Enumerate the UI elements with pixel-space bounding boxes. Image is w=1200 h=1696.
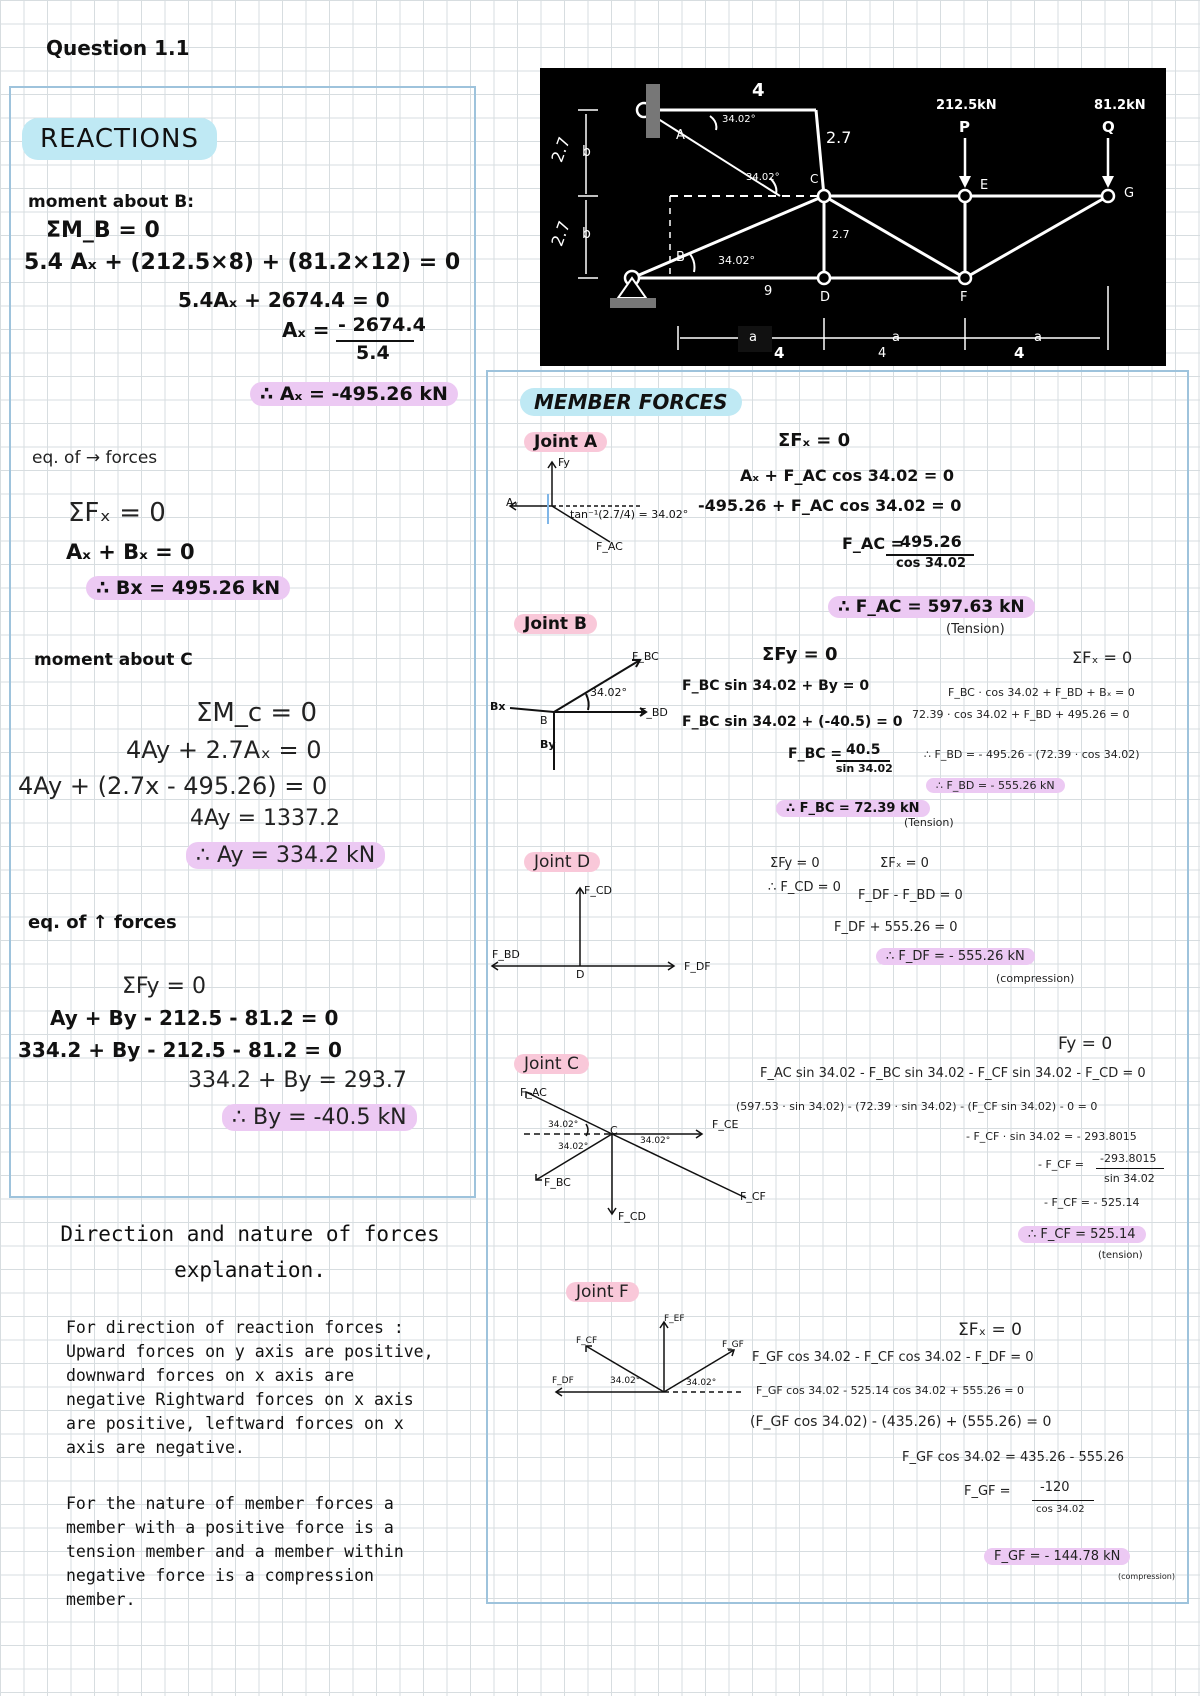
joint-f-nature: (compression) bbox=[1118, 1572, 1175, 1581]
joint-b-fy-1: F_BC sin 34.02 + By = 0 bbox=[682, 678, 870, 694]
joint-f-frac-num: -120 bbox=[1040, 1480, 1070, 1495]
mc2: 4Ay + (2.7x - 495.26) = 0 bbox=[18, 772, 328, 800]
moment-b-label: moment about B: bbox=[28, 192, 195, 212]
node-f: F bbox=[960, 290, 968, 305]
joint-f-angle-1: 34.02° bbox=[610, 1376, 641, 1386]
joint-a-frac-den: cos 34.02 bbox=[896, 556, 967, 571]
explanation-para2: For the nature of member forces a member with a positive force is a tension member and a member within negative force is a compression member. bbox=[66, 1494, 404, 1609]
node-d: D bbox=[820, 290, 831, 305]
joint-f-sketch bbox=[548, 1310, 748, 1410]
joint-d-eq-1: ∴ F_CD = 0 bbox=[768, 880, 841, 895]
joint-b-result-bd: ∴ F_BD = - 555.26 kN bbox=[926, 778, 1065, 793]
joint-b-bx: Bx bbox=[490, 700, 506, 713]
explanation-heading-line2: explanation. bbox=[174, 1258, 326, 1282]
joint-d-eq-4: F_DF + 555.26 = 0 bbox=[834, 920, 958, 935]
dim-a-3: a bbox=[1034, 330, 1042, 345]
joint-b-fx-0: ΣFₓ = 0 bbox=[1072, 648, 1133, 667]
dim-4-1: 4 bbox=[774, 344, 785, 362]
node-a: A bbox=[676, 128, 685, 143]
joint-b-fx-2: 72.39 · cos 34.02 + F_BD + 495.26 = 0 bbox=[912, 708, 1130, 721]
joint-c-eq-3: - F_CF · sin 34.02 = - 293.8015 bbox=[966, 1130, 1137, 1143]
joint-a-ax: Aₓ bbox=[506, 496, 519, 509]
joint-c-eq-last: - F_CF = - 525.14 bbox=[1044, 1196, 1140, 1209]
joint-d-nature: (compression) bbox=[996, 972, 1075, 985]
eq-y-label: eq. of ↑ forces bbox=[28, 912, 177, 933]
joint-f-eq-0: ΣFₓ = 0 bbox=[958, 1320, 1022, 1340]
joint-c-title: Joint C bbox=[514, 1054, 589, 1074]
load-p-value: 212.5kN bbox=[936, 98, 997, 113]
diagram-b-top: b bbox=[582, 144, 591, 160]
explanation-heading bbox=[40, 1216, 460, 1288]
sum-fy: ΣFy = 0 bbox=[122, 974, 206, 999]
diagram-angle-c: 34.02° bbox=[746, 172, 780, 183]
truss-svg bbox=[540, 68, 1166, 366]
node-g: G bbox=[1124, 186, 1135, 201]
joint-a-fac: F_AC bbox=[596, 540, 623, 553]
joint-a-eq-2: -495.26 + F_AC cos 34.02 = 0 bbox=[698, 496, 962, 515]
joint-d-fcd: F_CD bbox=[584, 884, 612, 897]
joint-b-fx-1: F_BC · cos 34.02 + F_BD + Bₓ = 0 bbox=[948, 686, 1135, 699]
joint-b-fbc: F_BC bbox=[632, 650, 659, 663]
diagram-b-bot: b bbox=[582, 226, 591, 242]
joint-c-nature: (tension) bbox=[1098, 1250, 1143, 1261]
joint-c-eq-2: (597.53 · sin 34.02) - (72.39 · sin 34.02) - (F_CF sin 34.02) - 0 = 0 bbox=[736, 1100, 1098, 1113]
joint-d-node: D bbox=[576, 968, 585, 981]
joint-c-node: C bbox=[610, 1124, 618, 1137]
fy1: Ay + By - 212.5 - 81.2 = 0 bbox=[50, 1006, 339, 1030]
joint-c-frac-lhs: - F_CF = bbox=[1038, 1158, 1085, 1171]
node-c: C bbox=[810, 172, 819, 186]
diagram-dim-27-bot: 2.7 bbox=[547, 218, 575, 249]
joint-c-angle-3: 34.02° bbox=[640, 1136, 671, 1146]
joint-c-fbc: F_BC bbox=[544, 1176, 571, 1189]
page-title: Question 1.1 bbox=[46, 36, 190, 60]
load-q: Q bbox=[1102, 118, 1115, 136]
joint-f-fef: F_EF bbox=[664, 1314, 685, 1324]
joint-f-title: Joint F bbox=[566, 1282, 639, 1302]
joint-b-nature-bc: (Tension) bbox=[904, 816, 954, 829]
diagram-label-4: 4 bbox=[752, 80, 765, 101]
diagram-angle-b: 34.02° bbox=[718, 254, 755, 267]
load-p: P bbox=[959, 118, 970, 136]
joint-f-eq-1: F_GF cos 34.02 - F_CF cos 34.02 - F_DF = 0 bbox=[752, 1350, 1034, 1365]
joint-b-frac-num: 40.5 bbox=[846, 742, 881, 758]
fy2: 334.2 + By - 212.5 - 81.2 = 0 bbox=[18, 1038, 342, 1062]
eq3-lhs: Aₓ = bbox=[282, 318, 330, 342]
joint-d-result: ∴ F_DF = - 555.26 kN bbox=[876, 948, 1035, 965]
joint-c-result: ∴ F_CF = 525.14 bbox=[1018, 1226, 1146, 1243]
explanation-para1: For direction of reaction forces : Upward forces on y axis are positive, downward forces on x axis are negative Rightward forces on x axis are positive, leftward forces on x axis are negative. bbox=[66, 1318, 434, 1457]
joint-a-title: Joint A bbox=[524, 432, 607, 452]
eq-x-label: eq. of → forces bbox=[32, 448, 158, 468]
dim-a-1: a bbox=[749, 330, 757, 345]
diagram-angle-a: 34.02° bbox=[722, 114, 756, 125]
dim-a-2: a bbox=[892, 330, 900, 345]
diagram-dim-27-top: 2.7 bbox=[547, 134, 575, 165]
sum-fx: ΣFₓ = 0 bbox=[68, 498, 166, 528]
joint-c-angle-1: 34.02° bbox=[548, 1120, 579, 1130]
explanation-heading-line1: Direction and nature of forces bbox=[60, 1222, 440, 1246]
eq1: 5.4 Aₓ + (212.5×8) + (81.2×12) = 0 bbox=[24, 250, 461, 275]
eq3-num: - 2674.4 bbox=[338, 314, 426, 336]
member-forces-heading: MEMBER FORCES bbox=[520, 388, 742, 416]
joint-d-fdf: F_DF bbox=[684, 960, 711, 973]
sum-mc: ΣM_c = 0 bbox=[196, 698, 318, 728]
joint-f-eq-2: F_GF cos 34.02 - 525.14 cos 34.02 + 555.26 = 0 bbox=[756, 1384, 1025, 1397]
joint-c-eq-1: F_AC sin 34.02 - F_BC sin 34.02 - F_CF sin 34.02 - F_CD = 0 bbox=[760, 1066, 1146, 1081]
joint-a-result: ∴ F_AC = 597.63 kN bbox=[828, 596, 1035, 618]
joint-d-title: Joint D bbox=[524, 852, 600, 872]
load-q-value: 81.2kN bbox=[1094, 98, 1146, 113]
bx-result: ∴ Bx = 495.26 kN bbox=[86, 576, 290, 600]
joint-c-angle-2: 34.02° bbox=[558, 1142, 589, 1152]
joint-d-eq-0: ΣFy = 0 bbox=[770, 856, 820, 871]
joint-f-eq-3: (F_GF cos 34.02) - (435.26) + (555.26) = 0 bbox=[750, 1414, 1052, 1430]
joint-a-angle: tan⁻¹(2.7/4) = 34.02° bbox=[570, 508, 689, 521]
joint-f-result: F_GF = - 144.78 kN bbox=[984, 1548, 1130, 1565]
diagram-bd-len: 9 bbox=[764, 284, 773, 299]
joint-b-title: Joint B bbox=[514, 614, 597, 634]
truss-diagram bbox=[540, 68, 1166, 366]
joint-f-eq-4: F_GF cos 34.02 = 435.26 - 555.26 bbox=[902, 1450, 1124, 1465]
diagram-cd-len: 2.7 bbox=[832, 228, 850, 241]
joint-c-fcd: F_CD bbox=[618, 1210, 646, 1223]
joint-a-eq-0: ΣFₓ = 0 bbox=[778, 430, 851, 451]
joint-f-fcf: F_CF bbox=[576, 1336, 598, 1346]
joint-c-fcf: F_CF bbox=[740, 1190, 766, 1203]
joint-f-angle-2: 34.02° bbox=[686, 1378, 717, 1388]
joint-f-frac-den: cos 34.02 bbox=[1036, 1504, 1085, 1515]
dim-4-3: 4 bbox=[1014, 344, 1025, 362]
joint-f-frac-lhs: F_GF = bbox=[964, 1484, 1011, 1499]
frac-line bbox=[1032, 1500, 1094, 1501]
joint-b-frac-lhs: F_BC = bbox=[788, 746, 843, 762]
joint-f-fdf: F_DF bbox=[552, 1376, 574, 1386]
joint-c-frac-den: sin 34.02 bbox=[1104, 1172, 1155, 1185]
joint-c-frac-num: -293.8015 bbox=[1100, 1152, 1157, 1165]
joint-b-angle: 34.02° bbox=[590, 686, 627, 699]
joint-d-eq-3: F_DF - F_BD = 0 bbox=[858, 888, 963, 903]
eq3-den: 5.4 bbox=[356, 342, 390, 364]
mc3: 4Ay = 1337.2 bbox=[190, 806, 340, 831]
diagram-len-27: 2.7 bbox=[826, 128, 852, 147]
joint-c-fac: F_AC bbox=[520, 1086, 547, 1099]
ax-bx: Aₓ + Bₓ = 0 bbox=[66, 540, 195, 564]
ay-result: ∴ Ay = 334.2 kN bbox=[186, 842, 385, 869]
node-e: E bbox=[980, 178, 989, 193]
sum-mb: ΣM_B = 0 bbox=[46, 218, 160, 243]
joint-b-fbd: F_BD bbox=[640, 706, 668, 719]
reactions-heading: REACTIONS bbox=[22, 118, 217, 160]
joint-a-frac-lhs: F_AC = bbox=[842, 534, 905, 553]
joint-b-fx-3: ∴ F_BD = - 495.26 - (72.39 · cos 34.02) bbox=[924, 748, 1140, 761]
joint-d-fbd: F_BD bbox=[492, 948, 520, 961]
joint-b-fy-0: ΣFy = 0 bbox=[762, 644, 838, 665]
joint-b-by: By bbox=[540, 738, 556, 751]
joint-d-eq-2: ΣFₓ = 0 bbox=[880, 856, 929, 871]
mc1: 4Ay + 2.7Aₓ = 0 bbox=[126, 736, 322, 764]
joint-b-result-bc: ∴ F_BC = 72.39 kN bbox=[776, 800, 930, 817]
dim-4-2: 4 bbox=[878, 346, 887, 361]
moment-c-label: moment about C bbox=[34, 650, 193, 670]
node-b: B bbox=[676, 250, 685, 265]
frac-line bbox=[1096, 1168, 1164, 1169]
joint-f-fgf: F_GF bbox=[722, 1340, 744, 1350]
joint-a-nature: (Tension) bbox=[946, 622, 1005, 637]
joint-c-fce: F_CE bbox=[712, 1118, 739, 1131]
joint-c-eq-0: Fy = 0 bbox=[1058, 1034, 1113, 1054]
fy3: 334.2 + By = 293.7 bbox=[188, 1068, 407, 1093]
by-result: ∴ By = -40.5 kN bbox=[222, 1104, 417, 1131]
joint-a-fy: Fy bbox=[558, 456, 570, 469]
joint-b-node: B bbox=[540, 714, 548, 727]
eq2: 5.4Aₓ + 2674.4 = 0 bbox=[178, 288, 390, 312]
joint-b-frac-den: sin 34.02 bbox=[836, 762, 893, 775]
joint-a-frac-num: 495.26 bbox=[900, 532, 962, 551]
ax-result: ∴ Aₓ = -495.26 kN bbox=[250, 382, 458, 406]
joint-a-eq-1: Aₓ + F_AC cos 34.02 = 0 bbox=[740, 466, 955, 485]
joint-b-fy-2: F_BC sin 34.02 + (-40.5) = 0 bbox=[682, 714, 903, 730]
joint-a-sketch bbox=[500, 454, 660, 544]
